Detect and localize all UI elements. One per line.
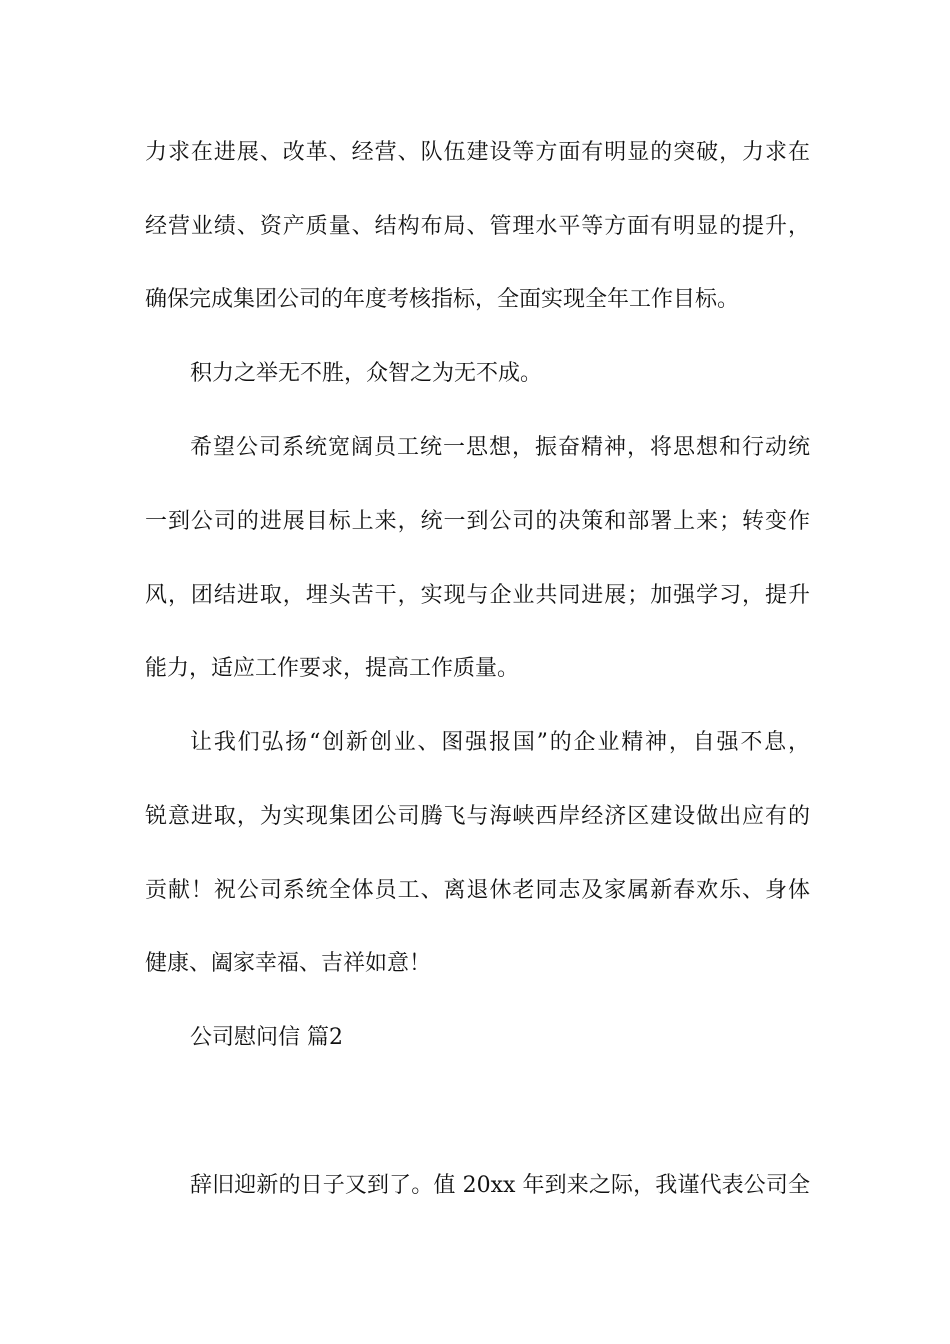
text-line: 锐意进取，为实现集团公司腾飞与海峡西岸经济区建设做出应有的 <box>145 804 810 829</box>
text-line: 能力，适应工作要求，提高工作质量。 <box>145 656 520 681</box>
section-heading: 公司慰问信 篇2 <box>190 1025 343 1050</box>
text-line: 力求在进展、改革、经营、队伍建设等方面有明显的突破，力求在 <box>145 140 810 165</box>
text-line: 一到公司的进展目标上来，统一到公司的决策和部署上来；转变作 <box>145 509 810 534</box>
text-line: 辞旧迎新的日子又到了。值 20xx 年到来之际，我谨代表公司全 <box>190 1173 810 1198</box>
text-line: 希望公司系统宽阔员工统一思想，振奋精神，将思想和行动统 <box>190 435 810 460</box>
text-line: 让我们弘扬“创新创业、图强报国”的企业精神，自强不息， <box>190 730 810 755</box>
text-line: 确保完成集团公司的年度考核指标，全面实现全年工作目标。 <box>145 287 740 312</box>
text-line: 经营业绩、资产质量、结构布局、管理水平等方面有明显的提升， <box>145 214 810 239</box>
text-line: 贡献！祝公司系统全体员工、离退休老同志及家属新春欢乐、身体 <box>145 878 810 903</box>
text-line: 健康、阖家幸福、吉祥如意！ <box>145 951 432 976</box>
text-line: 积力之举无不胜，众智之为无不成。 <box>190 361 543 386</box>
text-line: 风，团结进取，埋头苦干，实现与企业共同进展；加强学习，提升 <box>145 583 810 608</box>
